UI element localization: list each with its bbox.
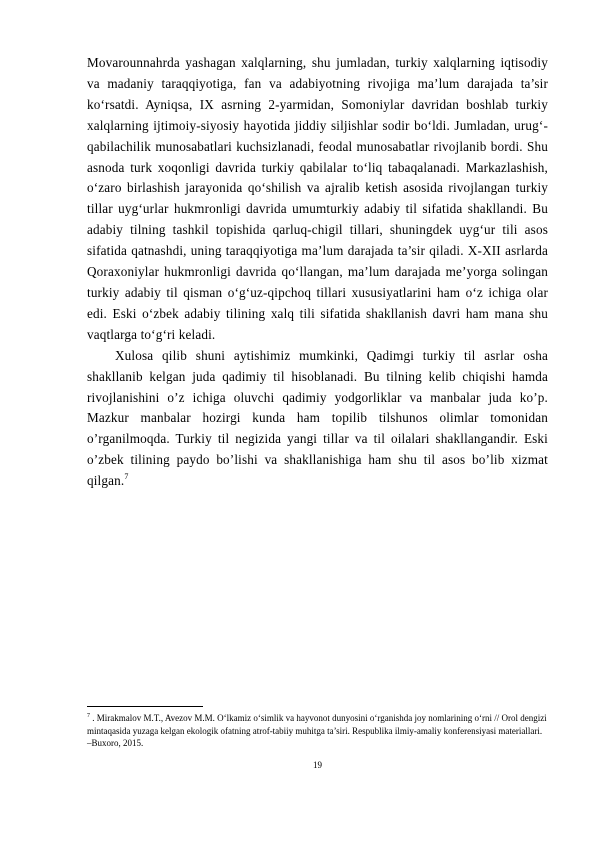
- page-number: 19: [313, 760, 322, 770]
- footnote-text: . Mirakmalov M.T., Avezov M.M. O‘lkamiz o‘simlik va hayvonot dunyosini o‘rganishda joy nomlarining o‘rni // Orol dengizi mintaqasida yuzaga kelgan ekologik ofatning atrof-tabiiy muhitga ta’siri. Respublika ilmiy-amaliy konferensiyasi materiallari. –Buxoro, 2015.: [87, 713, 547, 748]
- paragraph-2: [87, 346, 548, 492]
- footnote-marker: 7: [87, 713, 90, 719]
- footnote: [87, 712, 548, 750]
- paragraph-2-text: Xulosa qilib shuni aytishimiz mumkinki, Qadimgi turkiy til asrlar osha shakllanib kelgan juda qadimiy til hisoblanadi. Bu tilning kelib chiqishi hamda rivojlanishini o’z ichiga oluvchi qadimiy yodgorliklar va manbalar juda ko’p. Mazkur manbalar hozirgi kunda ham topilib tilshunos olimlar tomonidan o’rganilmoqda. Turkiy til negizida yangi tillar va til oilalari shakllangandir. Eski o’zbek tilining paydo bo’lishi va shakllanishiga ham shu til asos bo’lib xizmat qilgan.: [87, 347, 548, 489]
- body-text: [87, 53, 548, 492]
- paragraph-1: [87, 53, 548, 346]
- footnote-reference: 7: [124, 472, 129, 482]
- footnote-divider: [87, 706, 203, 707]
- paragraph-1-text: Movarounnahrda yashagan xalqlarning, shu jumladan, turkiy xalqlarning iqtisodiy va madaniy taraqqiyotiga, fan va adabiyotning rivojiga ma’lum darajada ta’sir ko‘rsatdi. Ayniqsa, IX asrning 2-yarmidan, Somoniylar davridan boshlab turkiy xalqlarning ijtimoiy-siyosiy hayotida jiddiy siljishlar sodir bo‘ldi. Jumladan, urug‘-qabilachilik munosabatlari kuchsizlanadi, feodal munosabatlar rivojlanib bordi. Shu asnoda turk xoqonligi davrida turkiy qabilalar to‘liq tabaqalanadi. Markazlashish, o‘zaro birlashish jarayonida qo‘shilish va ajralib ketish asosida rivojlangan turkiy tillar uyg‘urlar hukmronligi davrida umumturkiy adabiy til sifatida shakllandi. Bu adabiy tilning tashkil topishida qarluq-chigil tillari, shuningdek uyg‘ur tili asos sifatida qatnashdi, uning taraqqiyotiga ma’lum darajada ta’sir qiladi. X-XII asrlarda Qoraxoniylar hukmronligi davrida qo‘llangan, ma’lum darajada me’yorga solingan turkiy adabiy til qisman o‘g‘uz-qipchoq tillari xususiyatlarini ham o‘z ichiga olar edi. Eski o‘zbek adabiy tilining xalq tili sifatida shakllanish davri ham mana shu vaqtlarga to‘g‘ri keladi.: [87, 55, 548, 342]
